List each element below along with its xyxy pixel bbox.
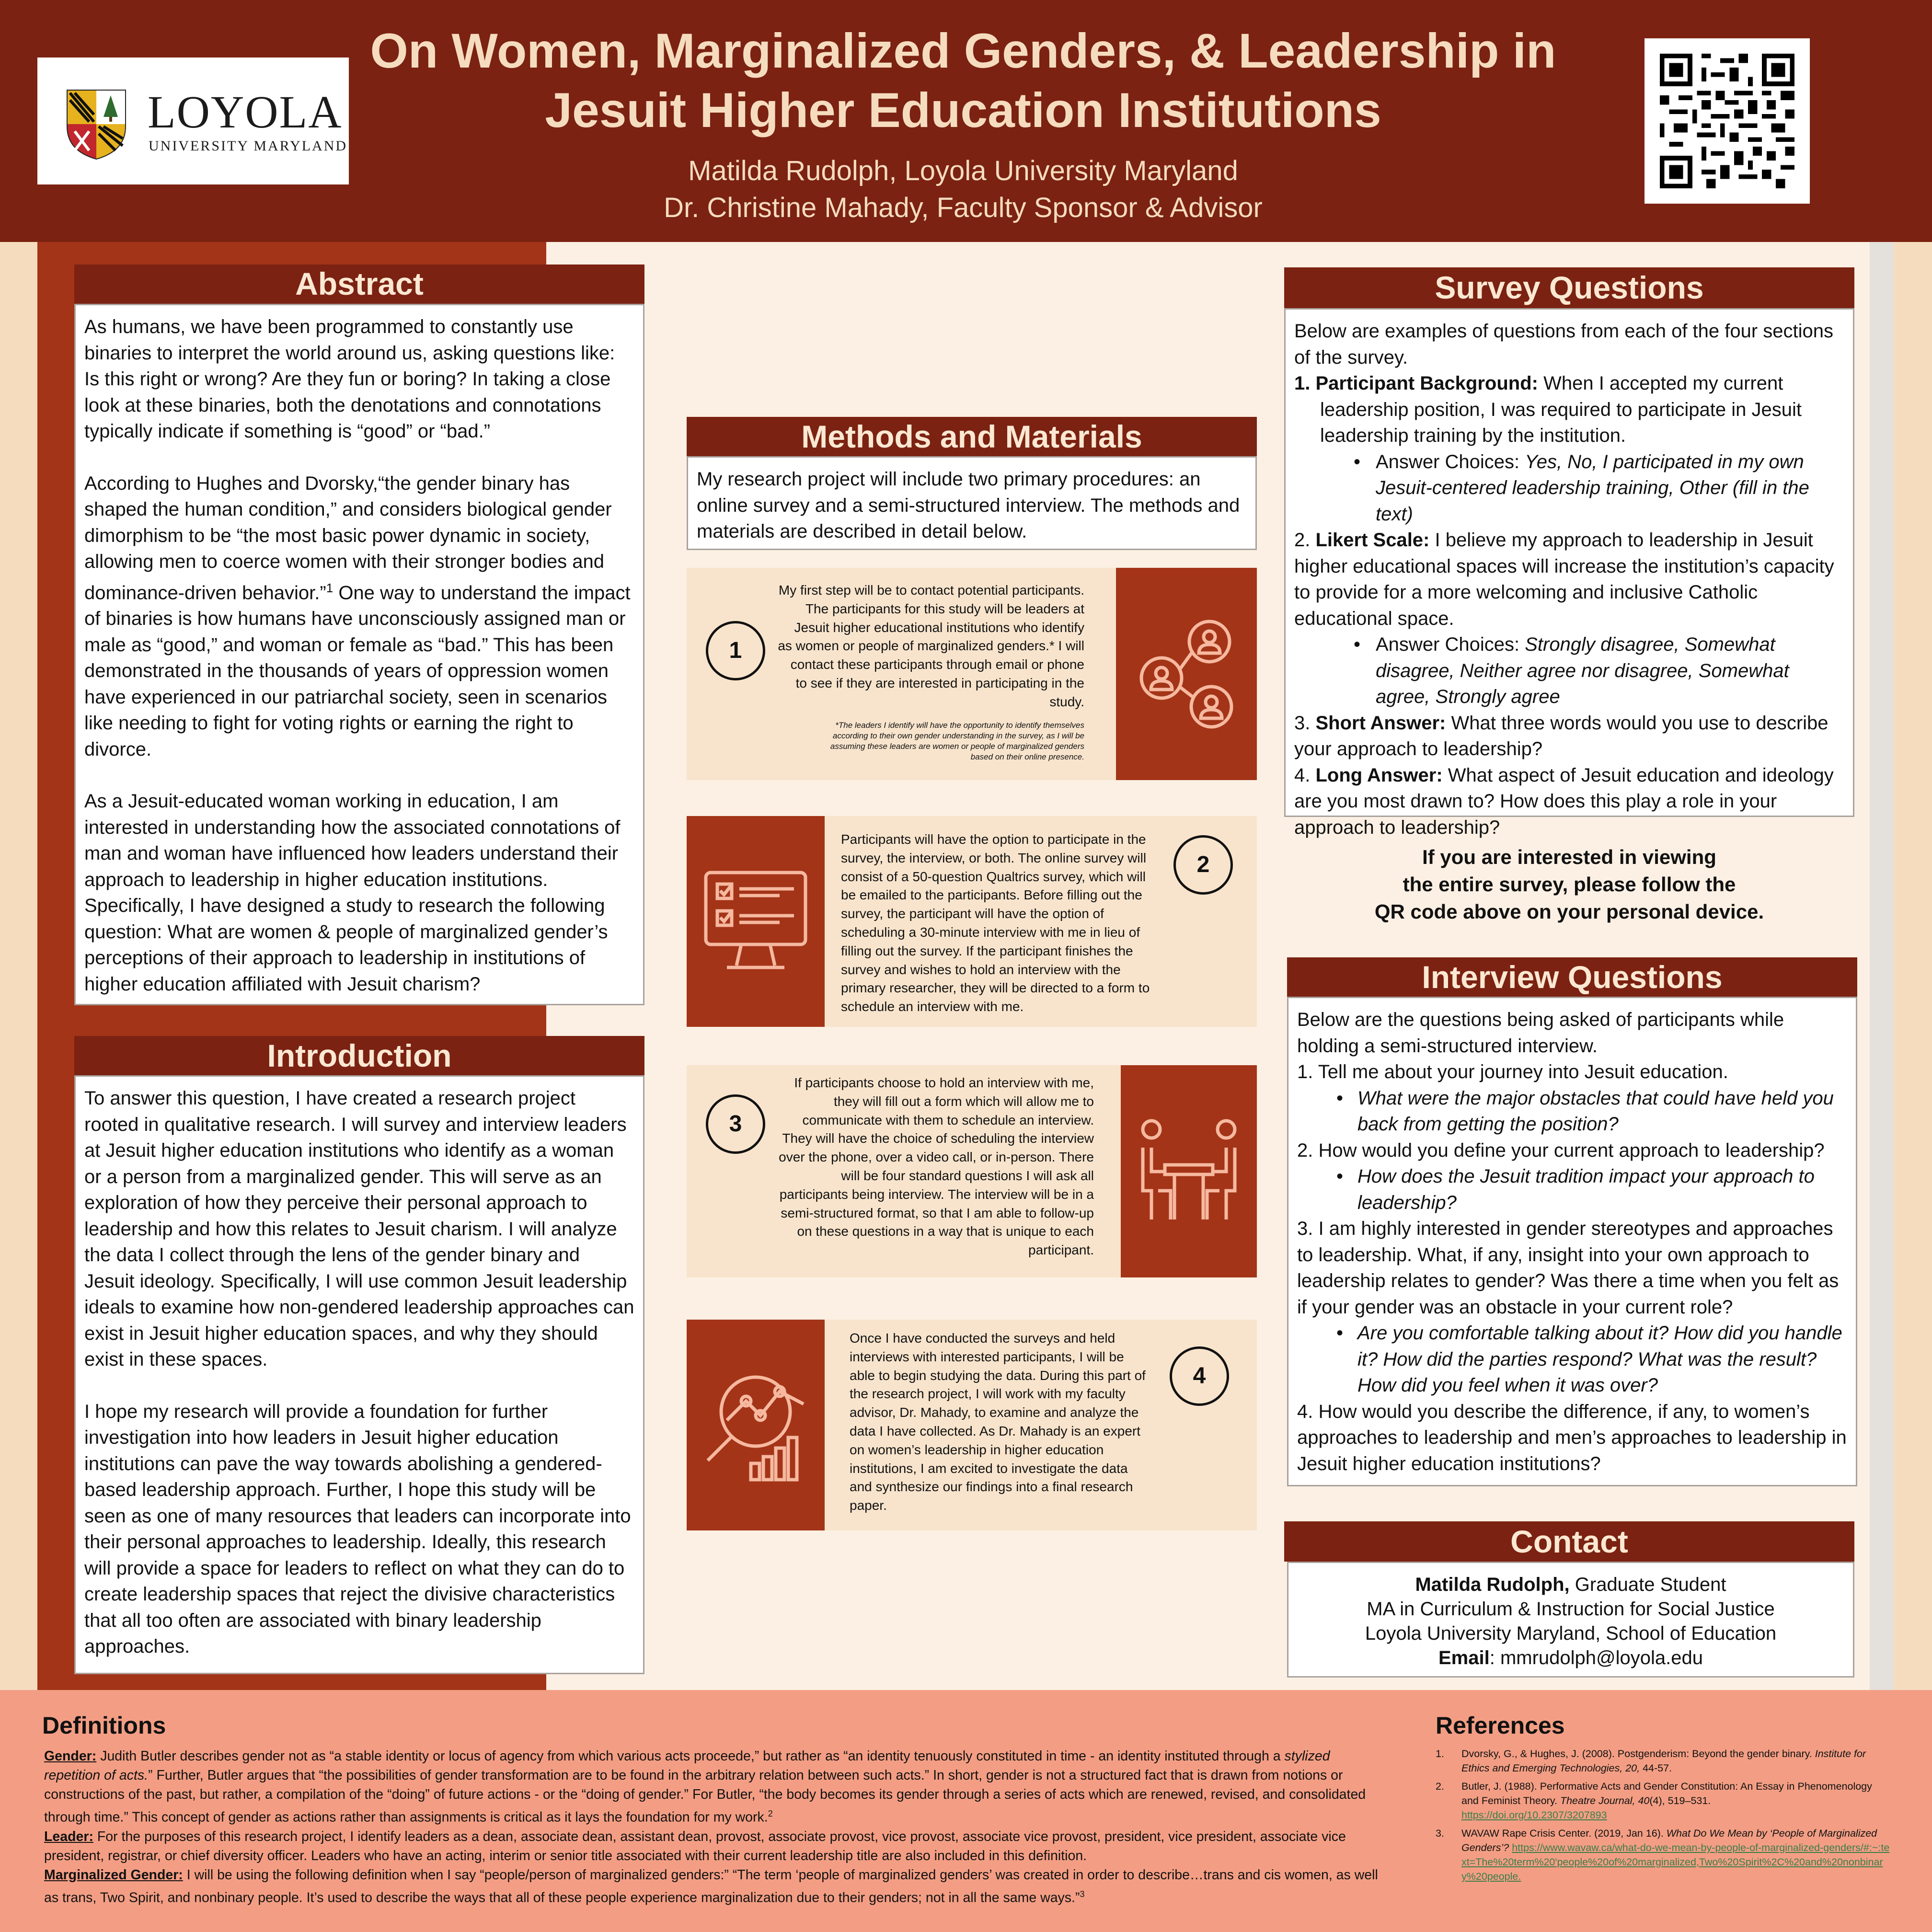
survey-checklist-icon [703,870,808,973]
university-logo [37,58,349,184]
shield-icon [65,88,127,160]
reference-link[interactable]: https://doi.org/10.2307/3207893 [1461,1809,1607,1821]
left-margin-band [0,242,37,1690]
step-number-badge: 3 [706,1094,765,1154]
survey-heading: Survey Questions [1284,267,1854,308]
contact-email[interactable]: Email: mmrudolph@loyola.edu [1438,1647,1703,1668]
reference-item: 1. Dvorsky, G., & Hughes, J. (2008). Postgenderism: Beyond the gender binary. Institute for Ethics and Emerging Technologies, 20, 44-57. [1436,1748,1866,1774]
step-description: If participants choose to hold an interview with me, they will fill out a form which will allow me to communicate with them to schedule an interview. They will have the choice of scheduling the interview over the phone, over a video call, or in-person. There will be four standard questions I will ask all participants being interview. The interview will be in a semi-structured format, so that I am able to follow-up on these questions in a way that is unique to each participant. [779,1075,1094,1258]
abstract-paragraph: As a Jesuit-educated woman working in education, I am interested in understanding how the associated connotations of man and woman have influenced how leaders understand their approach to leadership in higher education institutions. Specifically, I have designed a study to research the following question: What are women & people of marginalized gender’s perceptions of their approach to leadership in institutions of higher education affiliated with Jesuit charism? [84,791,621,995]
qr-code-icon [1660,54,1794,188]
contact-program: MA in Curriculum & Instruction for Social Justice [1367,1598,1775,1620]
interview-question-4: 4. How would you describe the difference, if any, to women’s approaches to leadership and men’s approaches to leadership in Jesuit higher education institutions? [1297,1401,1847,1474]
survey-question-3: 3. Short Answer: What three words would you use to describe your approach to leadership? [1294,712,1828,759]
abstract-paragraph: As humans, we have been programmed to constantly use binaries to interpret the world around us, asking questions like: Is this right or wrong? Are they fun or boring? In taking a close look at these binaries, both the denotations and connotations typically indicate if something is “good” or “bad.” [84,316,615,442]
contact-name: Matilda Rudolph, Graduate Student [1415,1574,1726,1595]
survey-body [1284,308,1854,838]
logo-wordmark: LOYOLA [148,86,343,138]
right-margin-band [1894,242,1932,1690]
definition-marginalized-gender: Marginalized Gender: I will be using the following definition when I say “people/person of marginalized genders:” “The term ‘people of marginalized genders’ was created in order to describe…trans and cis women, as well as trans, Two Spirit, and nonbinary people. It’s used to describe the ways that all of these people experience marginalization due to their genders; not in all the same ways.”$^3$ [44,1867,1378,1905]
step-description: My first step will be to contact potential participants. The participants for this study will be leaders at Jesuit higher educational institutions who identify as women or people of marginalized genders.* I will contact these participants through email or phone to see if they are interested in participating in the study. [778,583,1084,709]
introduction-body [74,1075,644,1674]
survey-qr-callout: If you are interested in viewing the entire survey, please follow the QR code above on your personal device. [1374,846,1764,923]
poster-header [0,0,1932,242]
contact-school: Loyola University Maryland, School of Education [1365,1623,1777,1644]
logo-subtitle: UNIVERSITY MARYLAND [149,138,348,154]
contact-body [1287,1562,1854,1678]
right-divider-band [1870,242,1894,1690]
step-footnote: *The leaders I identify will have the opportunity to identify themselves according to their own gender understanding in the survey, as I will be assuming these leaders are women or people of marginalized genders based on their online presence. [830,721,1084,761]
contact-heading: Contact [1284,1521,1854,1562]
poster-title-line-2: Jesuit Higher Education Institutions [545,83,1381,138]
introduction-paragraph: I hope my research will provide a foundation for further investigation into how leaders in Jesuit higher education institutions can pave the way towards abolishing a gendered-based leadership approach. Further, I hope this study will be seen as one of many resources that leaders can incorporate into their personal approaches to leadership. Ideally, this research will provide a space for leaders to reflect on what they can do to create leadership spaces that reject the divisive characteristics that all too often are associated with binary leadership approaches. [84,1401,631,1657]
survey-question-2: 2. Likert Scale: I believe my approach to leadership in Jesuit higher educational spaces will increase the institution’s capacity to provide for a more welcoming and inclusive Catholic educational space. [1294,529,1834,629]
reference-link[interactable]: https://www.wavaw.ca/what-do-we-mean-by-people-of-marginalized-genders/#:~:text=The%20term%20'people%20of%20marginalized,Two%20Spirit%2C%20and%20nonbinary%20people. [1461,1842,1890,1882]
survey-answer-choices: • Answer Choices: Yes, No, I participated in my own Jesuit-centered leadership training, Other (fill in the text) [1294,449,1844,528]
interview-question-1: 1. Tell me about your journey into Jesuit education. [1297,1061,1728,1082]
step-number-badge: 4 [1170,1346,1229,1406]
method-step-1 [687,568,1257,780]
step-icon-panel [687,816,825,1027]
introduction-heading: Introduction [74,1036,644,1075]
interview-intro: Below are the questions being asked of participants while holding a semi-structured interview. [1297,1009,1784,1057]
survey-question-1: 1. Participant Background: When I accepted my current leadership position, I was required to participate in Jesuit leadership training by the institution. [1294,373,1802,446]
methods-heading: Methods and Materials [687,417,1257,456]
interview-question-3: 3. I am highly interested in gender stereotypes and approaches to leadership. What, if any, insight into your own approach to leadership relates to gender? Was there a time when you felt as if your gender was an obstacle in your current role? [1297,1218,1839,1318]
definitions-body [44,1747,1386,1907]
interview-question-2: 2. How would you define your current approach to leadership? [1297,1139,1825,1161]
interview-follow-up: • How does the Jesuit tradition impact your approach to leadership? [1297,1163,1847,1216]
method-step-4 [687,1320,1257,1530]
methods-intro: My research project will include two primary procedures: an online survey and a semi-structured interview. The methods and materials are described in detail below. [687,456,1257,550]
step-icon-panel [687,1320,825,1530]
abstract-heading: Abstract [74,264,644,304]
reference-item: 2. Butler, J. (1988). Performative Acts and Gender Constitution: An Essay in Phenomenology and Feminist Theory. Theatre Journal, 40(4), 519–531. https://doi.org/10.2307/3207893 [1436,1781,1872,1821]
step-icon-panel [1116,568,1257,780]
references-heading: References [1436,1712,1565,1739]
qr-code[interactable] [1644,38,1810,204]
poster-title-line-1: On Women, Marginalized Genders, & Leadership in [370,23,1556,78]
survey-question-4: 4. Long Answer: What aspect of Jesuit education and ideology are you most drawn to? How does this play a role in your approach to leadership? [1294,764,1834,838]
abstract-paragraph: According to Hughes and Dvorsky,“the gender binary has shaped the human condition,” and considers biological gender dimorphism to be “the most basic power dynamic in society, allowing men to coerce women with their stronger bodies and dominance-driven behavior.”$^1$ One way to understand the impact of binaries is how humans have unconsciously assigned man or male as “good,” and woman or female as “bad.” This has been demonstrated in the thousands of years of oppression women have experienced in our patriarchal society, seen in scenarios like needing to fight for voting rights or earning the right to divorce. [84,472,631,760]
references-list [1436,1747,1891,1887]
method-step-3 [687,1065,1257,1277]
interview-body [1287,997,1857,1486]
method-step-2 [687,816,1257,1027]
advisor-line: Dr. Christine Mahady, Faculty Sponsor & Advisor [664,192,1263,223]
abstract-body [74,304,644,1005]
data-analysis-icon [698,1368,813,1483]
meeting-people-icon [1137,1119,1241,1225]
interview-follow-up: • Are you comfortable talking about it? How did you handle it? How did the parties respond? What was the result? How did you feel when it was over? [1297,1320,1847,1399]
introduction-paragraph: To answer this question, I have created a research project rooted in qualitative research. I will survey and interview leaders at Jesuit higher education institutions who identify as a woman or a person from a marginalized gender. This will serve as an exploration of how they perceive their personal approach to leadership and how this relates to Jesuit charism. I will analyze the data I collect through the lens of the gender binary and Jesuit ideology. Specifically, I will use common Jesuit leadership ideals to examine how non-gendered leadership approaches can exist in Jesuit higher education spaces, and why they should exist in these spaces. [84,1088,634,1370]
definitions-heading: Definitions [42,1712,166,1739]
author-line: Matilda Rudolph, Loyola University Maryland [688,155,1238,186]
step-icon-panel [1121,1065,1257,1277]
definition-leader: Leader: For the purposes of this research project, I identify leaders as a dean, associate dean, assistant dean, provost, associate provost, vice provost, associate vice provost, president, vice president, associate vice president, registrar, or chief diversity officer. Leaders who have an acting, interim or senior title associated with their current leadership title are also included in this definition. [44,1828,1346,1863]
step-number-badge: 2 [1173,835,1233,895]
network-people-icon [1138,617,1234,732]
step-description: Participants will have the option to participate in the survey, the interview, or both. The online survey will consist of a 50-question Qualtrics survey, which will be emailed to the participants. Before filling out the survey, the participant will have the option of scheduling a 30-minute interview with me in lieu of filling out the survey. If the participant finishes the survey and wishes to hold an interview with the primary researcher, they will be directed to a form to schedule an interview with me. [841,832,1150,1014]
survey-answer-choices: • Answer Choices: Strongly disagree, Somewhat disagree, Neither agree nor disagree, Somewhat agree, Strongly agree [1294,632,1844,710]
step-number-badge: 1 [706,621,765,680]
reference-item: 3. WAVAW Rape Crisis Center. (2019, Jan 16). What Do We Mean by ‘People of Marginalized Genders’? https://www.wavaw.ca/what-do-we-mean-by-people-of-marginalized-genders/#:~:text=The%20term%20'people%20of%20marginalized,Two%20Spirit%2C%20and%20nonbinary%20people. [1436,1828,1890,1882]
step-description: Once I have conducted the surveys and held interviews with interested participants, I will be able to begin studying the data. During this part of the research project, I will work with my faculty advisor, Dr. Mahady, to examine and analyze the data I have collected. As Dr. Mahady is an expert on women’s leadership in higher education institutions, I am excited to investigate the data and synthesize our findings into a final research paper. [850,1331,1146,1513]
definition-gender: Gender: Judith Butler describes gender not as “a stable identity or locus of agency from which various acts proceede,” but rather as “an identity tenuously constituted in time - an identity instituted through a stylized repetition of acts.” Further, Butler argues that “the possibilities of gender transformation are to be found in the arbitrary relation between such acts.” In short, gender is not a structured fact that is drawn from notions or constructions of the past, but rather, a compilation of the “doing” of future actions - or the “doing of gender.” For Butler, “the body becomes its gender through a series of acts which are renewed, revised, and consolidated through time.” This concept of gender as actions rather than assignments is critical as it lays the foundation for my work.$^2$ [44,1748,1366,1825]
survey-intro: Below are examples of questions from each of the four sections of the survey. [1294,321,1834,368]
interview-heading: Interview Questions [1287,957,1857,997]
interview-follow-up: • What were the major obstacles that could have held you back from getting the position? [1297,1085,1847,1138]
